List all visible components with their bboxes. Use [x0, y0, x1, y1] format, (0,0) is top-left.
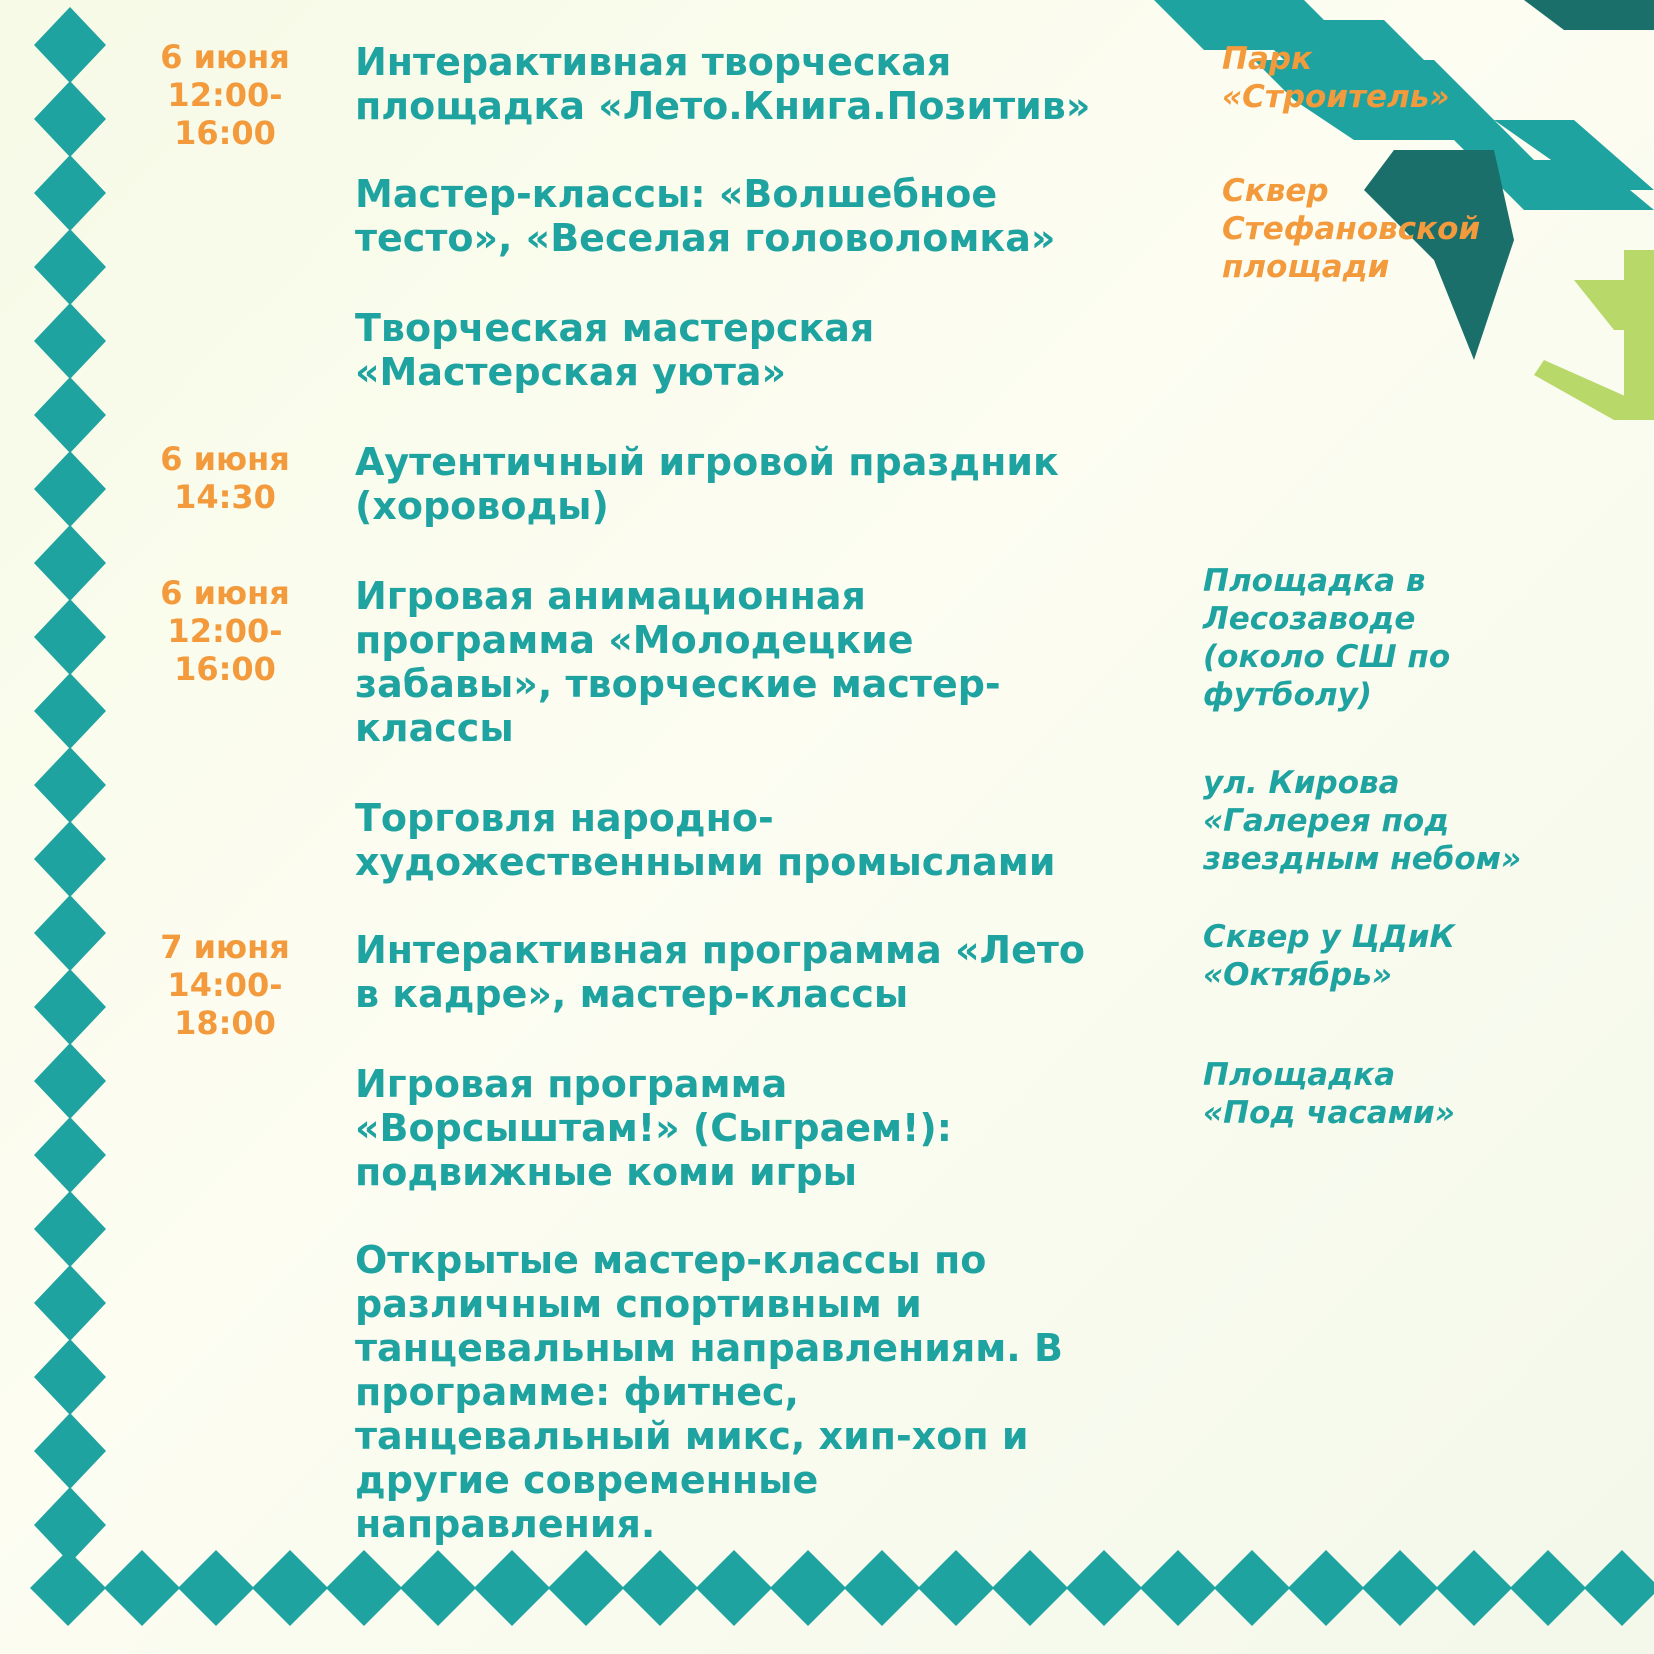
diamond-icon: [696, 1550, 772, 1626]
event-4: Аутентичный игровой праздник (хороводы): [355, 440, 1059, 528]
event-5: Игровая анимационная программа «Молодецкие забавы», творческие мастер- классы: [355, 574, 1001, 750]
diamond-icon: [34, 747, 106, 823]
date-time-start: 14:00-: [167, 966, 283, 1004]
diamond-icon: [548, 1550, 624, 1626]
diamond-icon: [1140, 1550, 1216, 1626]
date-time-start: 14:30: [174, 478, 276, 516]
diamond-icon: [252, 1550, 328, 1626]
diamond-icon: [34, 155, 106, 231]
diamond-icon: [474, 1550, 550, 1626]
event-8: Игровая программа «Ворсыштам!» (Сыграем!): подвижные коми игры: [355, 1062, 952, 1194]
date-time-end: 18:00: [174, 1004, 276, 1042]
diamond-icon: [178, 1550, 254, 1626]
date-time-end: 16:00: [174, 114, 276, 152]
diamond-icon: [1584, 1550, 1654, 1626]
diamond-icon: [34, 1265, 106, 1341]
diamond-icon: [34, 377, 106, 453]
diamond-icon: [1362, 1550, 1438, 1626]
diamond-icon: [34, 1117, 106, 1193]
diamond-icon: [1510, 1550, 1586, 1626]
diamond-icon: [34, 1339, 106, 1415]
diamond-icon: [34, 229, 106, 305]
location-1: Парк «Строитель»: [1222, 41, 1450, 115]
diamond-icon: [918, 1550, 994, 1626]
diamond-icon: [34, 969, 106, 1045]
diamond-icon: [34, 1043, 106, 1119]
location-3: Площадка в Лесозаводе (около СШ по футболу): [1203, 563, 1451, 713]
diamond-icon: [34, 525, 106, 601]
event-2: Мастер-классы: «Волшебное тесто», «Веселая головоломка»: [355, 172, 1056, 260]
diamond-icon: [34, 599, 106, 675]
date-time-end: 16:00: [174, 650, 276, 688]
diamond-icon: [400, 1550, 476, 1626]
diamond-icon: [34, 81, 106, 157]
event-3: Творческая мастерская «Мастерская уюта»: [355, 306, 875, 394]
diamond-icon: [34, 303, 106, 379]
diamond-icon: [104, 1550, 180, 1626]
location-5: Сквер у ЦДиК «Октябрь»: [1203, 919, 1455, 993]
date-block-3: [150, 574, 300, 688]
diamond-icon: [34, 451, 106, 527]
date-block-2: [150, 440, 300, 516]
diamond-icon: [34, 1191, 106, 1267]
diamond-icon: [34, 7, 106, 83]
event-7: Интерактивная программа «Лето в кадре», мастер-классы: [355, 928, 1085, 1016]
date-time-start: 12:00-: [167, 612, 283, 650]
location-6: Площадка «Под часами»: [1203, 1057, 1455, 1131]
diamond-icon: [622, 1550, 698, 1626]
diamond-icon: [34, 1413, 106, 1489]
diamond-icon: [34, 821, 106, 897]
date-day: 6 июня: [160, 574, 290, 612]
date-day: 7 июня: [160, 928, 290, 966]
bottom-diamond-border: [0, 1548, 1654, 1628]
diamond-icon: [1288, 1550, 1364, 1626]
diamond-icon: [1066, 1550, 1142, 1626]
diamond-icon: [1214, 1550, 1290, 1626]
diamond-icon: [326, 1550, 402, 1626]
location-4: ул. Кирова «Галерея под звездным небом»: [1203, 765, 1522, 877]
event-9: Открытые мастер-классы по различным спортивным и танцевальным направлениям. В программе: фитнес, танцевальный микс, хип-хоп и другие современные направления.: [355, 1238, 1063, 1546]
date-day: 6 июня: [160, 440, 290, 478]
diamond-icon: [770, 1550, 846, 1626]
diamond-icon: [1436, 1550, 1512, 1626]
date-day: 6 июня: [160, 38, 290, 76]
diamond-icon: [34, 895, 106, 971]
date-block-1: [150, 38, 300, 152]
diamond-icon: [30, 1550, 106, 1626]
event-1: Интерактивная творческая площадка «Лето.Книга.Позитив»: [355, 40, 1091, 128]
date-block-4: [150, 928, 300, 1042]
diamond-icon: [34, 673, 106, 749]
event-6: Торговля народно- художественными промыслами: [355, 796, 1056, 884]
diamond-icon: [844, 1550, 920, 1626]
left-diamond-border: [30, 0, 110, 1654]
date-time-start: 12:00-: [167, 76, 283, 114]
diamond-icon: [992, 1550, 1068, 1626]
location-2: Сквер Стефановской площади: [1222, 173, 1481, 285]
